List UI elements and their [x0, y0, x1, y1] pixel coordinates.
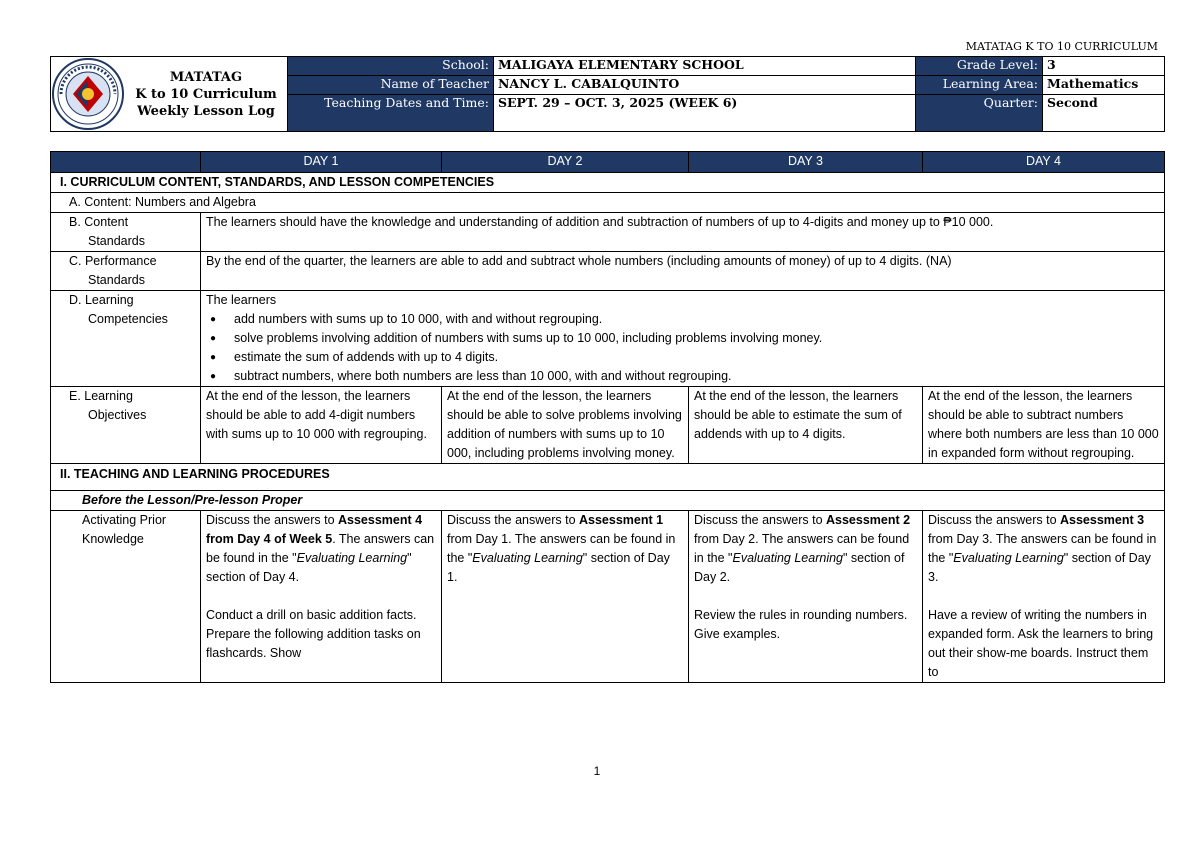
performance-standards-text: By the end of the quarter, the learners are able to add and subtract whole numbers (including amounts of money) of up to 4 digits. (NA) [201, 252, 1165, 291]
activating-day-2: Discuss the answers to Assessment 1 from Day 1. The answers can be found in the "Evaluating Learning" section of Day 1. [442, 511, 689, 683]
day-header-1: DAY 1 [201, 152, 442, 173]
objective-day-1: At the end of the lesson, the learners should be able to add 4-digit numbers with sums up to 10 000 with regrouping. [201, 387, 442, 464]
grade-value: 3 [1043, 57, 1165, 76]
objective-day-2: At the end of the lesson, the learners should be able to solve problems involving addition of numbers with sums up to 10 000, including problems involving money. [442, 387, 689, 464]
competencies-list [206, 310, 1159, 386]
grade-label: Grade Level: [916, 57, 1043, 76]
dates-label: Teaching Dates and Time: [288, 95, 494, 132]
learning-area-label: Learning Area: [916, 76, 1043, 95]
lesson-log-table [50, 151, 1165, 683]
activating-prior-knowledge-label: Activating Prior Knowledge [51, 511, 201, 683]
day-header-row [51, 152, 1165, 173]
list-item: ● add numbers with sums up to 10 000, with and without regrouping. [234, 310, 1159, 329]
school-value: MALIGAYA ELEMENTARY SCHOOL [494, 57, 916, 76]
day-header-2: DAY 2 [442, 152, 689, 173]
dates-value: SEPT. 29 – OCT. 3, 2025 (WEEK 6) [494, 95, 916, 132]
page-number: 1 [593, 764, 601, 778]
objective-day-4: At the end of the lesson, the learners should be able to subtract numbers where both numbers are less than 10 000 in expanded form without regrouping. [923, 387, 1165, 464]
school-label: School: [288, 57, 494, 76]
day-header-3: DAY 3 [689, 152, 923, 173]
list-item: ● subtract numbers, where both numbers are less than 10 000, with and without regrouping. [234, 367, 1159, 386]
section-2-title: II. TEACHING AND LEARNING PROCEDURES [51, 464, 1165, 491]
day-header-blank [51, 152, 201, 173]
objectives-label: E. Learning Objectives [51, 387, 201, 464]
quarter-value: Second [1043, 95, 1165, 132]
deped-seal-icon [51, 57, 125, 131]
document-title: MATATAG K to 10 Curriculum Weekly Lesson Log [135, 69, 277, 119]
list-item: ● estimate the sum of addends with up to 4 digits. [234, 348, 1159, 367]
objective-day-3: At the end of the lesson, the learners should be able to estimate the sum of addends with up to 4 digits. [689, 387, 923, 464]
header-logo-cell [51, 57, 288, 132]
competencies-cell [201, 291, 1165, 387]
teacher-label: Name of Teacher [288, 76, 494, 95]
day-header-4: DAY 4 [923, 152, 1165, 173]
activating-day-4: Discuss the answers to Assessment 3 from Day 3. The answers can be found in the "Evaluating Learning" section of Day 3. Have a review of writing the numbers in expanded form. Ask the learners to bring out their show-me boards. Instruct them to [923, 511, 1165, 683]
quarter-label: Quarter: [916, 95, 1043, 132]
activating-day-3: Discuss the answers to Assessment 2 from Day 2. The answers can be found in the "Evaluating Learning" section of Day 2. Review the rules in rounding numbers. Give examples. [689, 511, 923, 683]
performance-standards-label: C. Performance Standards [51, 252, 201, 291]
learning-area-value: Mathematics [1043, 76, 1165, 95]
section-1-title: I. CURRICULUM CONTENT, STANDARDS, AND LESSON COMPETENCIES [51, 173, 1165, 193]
content-standards-label: B. Content Standards [51, 213, 201, 252]
content-row: A. Content: Numbers and Algebra [51, 193, 1165, 213]
content-standards-text: The learners should have the knowledge and understanding of addition and subtraction of numbers of up to 4-digits and money up to ₱10 000. [201, 213, 1165, 252]
competencies-intro: The learners [206, 293, 277, 307]
curriculum-label: MATATAG K TO 10 CURRICULUM [965, 40, 1158, 53]
activating-day-1: Discuss the answers to Assessment 4 from Day 4 of Week 5. The answers can be found in the "Evaluating Learning" section of Day 4. Conduct a drill on basic addition facts. Prepare the following addition tasks on flashcards. Show [201, 511, 442, 683]
header-table [50, 56, 1165, 132]
list-item: ● solve problems involving addition of numbers with sums up to 10 000, including problems involving money. [234, 329, 1159, 348]
competencies-label: D. Learning Competencies [51, 291, 201, 387]
teacher-value: NANCY L. CABALQUINTO [494, 76, 916, 95]
before-lesson-heading: Before the Lesson/Pre-lesson Proper [51, 491, 1165, 511]
